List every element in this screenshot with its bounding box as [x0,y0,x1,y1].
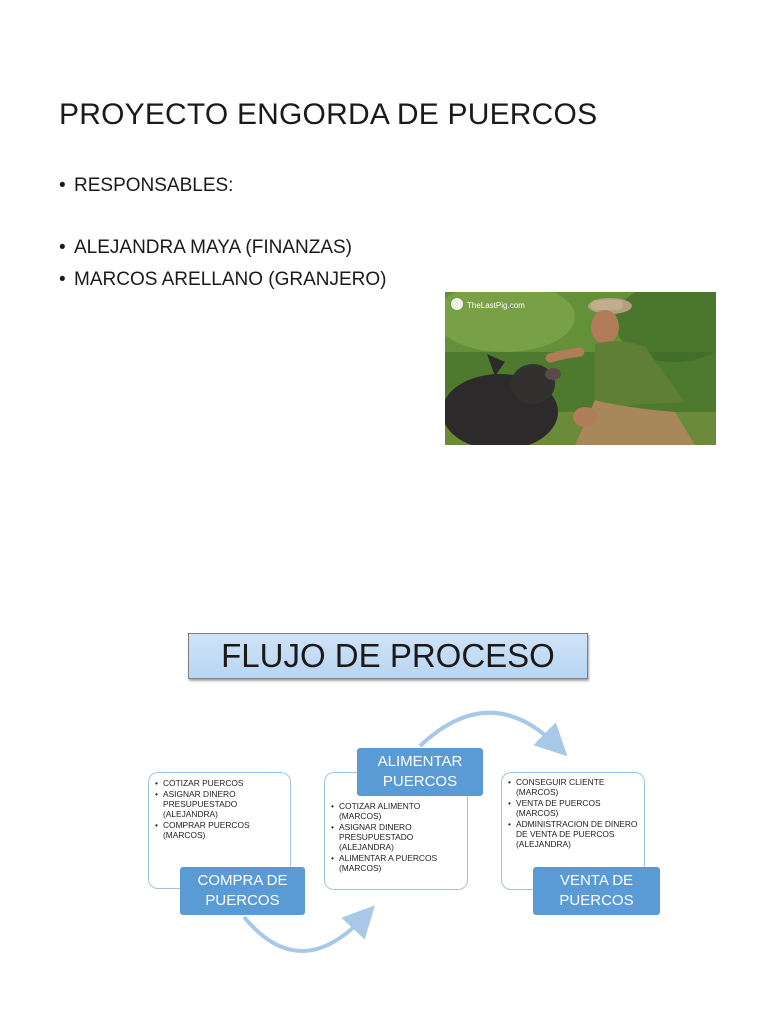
arrow-alimentar-to-venta [420,713,556,746]
flow-title: FLUJO DE PROCESO [188,633,588,679]
label-line: ALIMENTAR [377,753,463,770]
step3-item: • CONSEGUIR CLIENTE (MARCOS) [508,777,638,797]
step-label-alimentar [357,748,483,796]
label-line: COMPRA DE [197,872,288,889]
step2-item: • COTIZAR ALIMENTO (MARCOS) [331,801,461,821]
bullet-marcos: • MARCOS ARELLANO (GRANJERO) [59,264,387,296]
step3-item: • ADMINISTRACION DE DINERO DE VENTA DE PUERCOS (ALEJANDRA) [508,819,638,849]
slide-title: PROYECTO ENGORDA DE PUERCOS [59,98,598,131]
bullet-responsables: • RESPONSABLES: [59,170,387,202]
photo-watermark: TheLastPig.com [467,301,525,310]
bullet-alejandra: • ALEJANDRA MAYA (FINANZAS) [59,232,387,264]
label-line: PUERCOS [559,892,634,909]
label-line: PUERCOS [382,773,458,790]
step1-item: • COMPRAR PUERCOS (MARCOS) [155,820,284,840]
arrow-compra-to-alimentar [244,917,364,951]
step2-item: • ASIGNAR DINERO PRESUPUESTADO (ALEJANDRA) [331,822,461,852]
label-line: VENTA DE [559,872,634,889]
step1-item: • COTIZAR PUERCOS [155,778,284,788]
step-label-venta [533,867,660,915]
label-line: PUERCOS [205,892,280,909]
step-label-compra [180,867,305,915]
step2-item: • ALIMENTAR A PUERCOS (MARCOS) [331,853,461,873]
step1-item: • ASIGNAR DINERO PRESUPUESTADO (ALEJANDRA) [155,789,284,819]
step3-item: • VENTA DE PUERCOS (MARCOS) [508,798,638,818]
